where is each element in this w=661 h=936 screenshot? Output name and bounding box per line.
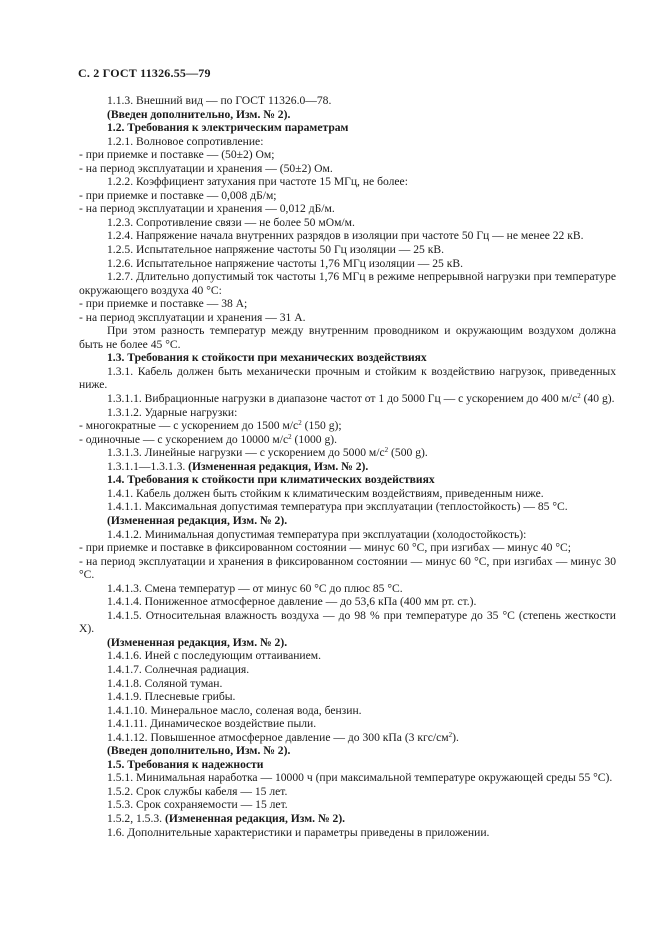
paragraph-text: 1.6. Дополнительные характеристики и параметры приведены в приложении. xyxy=(107,825,490,839)
list-item xyxy=(79,189,616,203)
list-item xyxy=(79,541,616,555)
paragraph xyxy=(79,582,616,596)
paragraph xyxy=(79,771,616,785)
paragraph-text: 1.4.1.3. Смена температур — от минус 60 °С до плюс 85 °С. xyxy=(107,581,403,595)
paragraph-text: 1.4.1.11. Динамическое воздействие пыли. xyxy=(107,717,317,731)
paragraph-text: 1.2. Требования к электрическим параметрам xyxy=(107,121,349,135)
paragraph xyxy=(79,270,616,297)
paragraph xyxy=(79,392,616,406)
list-item xyxy=(79,555,616,582)
paragraph-text: - при приемке и поставке — (50±2) Ом; xyxy=(79,148,275,162)
paragraph-text: - одиночные — с ускорением до 10000 $м/с^2$ (1000 g). xyxy=(79,432,338,446)
paragraph xyxy=(79,690,616,704)
paragraph-text: 1.3.1. Кабель должен быть механически прочным и стойким к воздействию нагрузок, приведенных ниже. xyxy=(79,364,616,392)
paragraph xyxy=(79,663,616,677)
paragraph xyxy=(79,649,616,663)
section-heading xyxy=(79,108,616,122)
paragraph-text: 1.5.2. Срок службы кабеля — 15 лет. xyxy=(107,784,288,798)
paragraph xyxy=(79,487,616,501)
paragraph-text: - на период эксплуатации и хранения — 31 А. xyxy=(79,310,306,324)
paragraph-text: 1.5.2, 1.5.3. xyxy=(107,811,163,825)
paragraph-text: При этом разность температур между внутренним проводником и окружающим воздухом должна быть не более 45 °С. xyxy=(79,324,616,351)
paragraph-text: 1.4.1.2. Минимальная допустимая температура при эксплуатации (холодостойкость): xyxy=(107,527,527,541)
paragraph-text: (Введен дополнительно, Изм. № 2). xyxy=(107,744,291,758)
section-heading xyxy=(79,473,616,487)
paragraph-text: 1.2.6. Испытательное напряжение частоты 1,76 МГц изоляции — 25 кВ. xyxy=(107,256,463,270)
section-heading xyxy=(79,744,616,758)
paragraph xyxy=(79,704,616,718)
paragraph xyxy=(79,94,616,108)
document-body xyxy=(79,94,616,839)
paragraph-text: 1.2.7. Длительно допустимый ток частоты 1,76 МГц в режиме непрерывной нагрузки при температуре окружающего воздуха 40 °С: xyxy=(79,270,616,297)
paragraph xyxy=(79,324,616,351)
paragraph-text: 1.3.1.2. Ударные нагрузки: xyxy=(107,405,238,419)
paragraph-text: 1.4.1.7. Солнечная радиация. xyxy=(107,662,250,676)
paragraph xyxy=(79,406,616,420)
list-item xyxy=(79,162,616,176)
paragraph xyxy=(79,717,616,731)
paragraph-text: 1.4.1. Кабель должен быть стойким к климатическим воздействиям, приведенным ниже. xyxy=(107,486,544,500)
paragraph-text: - многократные — с ускорением до 1500 $м/с^2$ (150 g); xyxy=(79,419,342,433)
paragraph-text: (Измененная редакция, Изм. № 2). xyxy=(107,635,288,649)
paragraph-text: 1.4.1.6. Иней с последующим оттаиванием. xyxy=(107,649,322,663)
paragraph xyxy=(79,365,616,392)
paragraph-text: 1.4.1.9. Плесневые грибы. xyxy=(107,690,236,704)
list-item xyxy=(79,433,616,447)
list-item xyxy=(79,419,616,433)
section-heading xyxy=(79,758,616,772)
paragraph xyxy=(79,460,616,474)
paragraph xyxy=(79,826,616,840)
paragraph xyxy=(79,731,616,745)
paragraph-text: - на период эксплуатации и хранения в фиксированном состоянии — минус 60 °С, при изгибах — минус 30 °С. xyxy=(79,554,616,582)
paragraph-text: 1.2.4. Напряжение начала внутренних разрядов в изоляции при частоте 50 Гц — не менее 22 кВ. xyxy=(107,229,584,243)
paragraph-text: 1.1.3. Внешний вид — по ГОСТ 11326.0—78. xyxy=(107,94,332,107)
paragraph-text: 1.4.1.8. Соляной туман. xyxy=(107,676,223,690)
paragraph-text: (Введен дополнительно, Изм. № 2). xyxy=(107,107,291,121)
paragraph-text: 1.4.1.10. Минеральное масло, соленая вода, бензин. xyxy=(107,703,362,717)
paragraph xyxy=(79,595,616,609)
list-item xyxy=(79,311,616,325)
paragraph-text: 1.4.1.5. Относительная влажность воздуха — до 98 % при температуре до 35 °С (степень жесткости X). xyxy=(79,608,616,636)
list-item xyxy=(79,297,616,311)
paragraph xyxy=(79,812,616,826)
paragraph xyxy=(79,798,616,812)
paragraph xyxy=(79,229,616,243)
paragraph-text: - при приемке и поставке — 38 А; xyxy=(79,297,248,311)
amendment-note: (Измененная редакция, Изм. № 2). xyxy=(164,811,346,825)
list-item xyxy=(79,202,616,216)
paragraph-text: 1.3.1.3. Линейные нагрузки — с ускорением до 5000 $м/с^2$ (500 g). xyxy=(107,446,428,460)
paragraph xyxy=(79,677,616,691)
paragraph-text: 1.3.1.1. Вибрационные нагрузки в диапазоне частот от 1 до 5000 Гц — с ускорением до 400 $м/с^2$ (40 g). xyxy=(107,392,615,406)
paragraph-text: 1.2.5. Испытательное напряжение частоты 50 Гц изоляции — 25 кВ. xyxy=(107,243,444,257)
paragraph-text: 1.5. Требования к надежности xyxy=(107,757,264,771)
paragraph xyxy=(79,243,616,257)
list-item xyxy=(79,148,616,162)
paragraph-text: 1.2.1. Волновое сопротивление: xyxy=(107,134,264,148)
paragraph-text: 1.5.1. Минимальная наработка — 10000 ч (при максимальной температуре окружающей среды 55 °С). xyxy=(107,771,613,785)
paragraph-text: 1.3.1.1—1.3.1.3. xyxy=(107,459,186,473)
paragraph-text: (Измененная редакция, Изм. № 2). xyxy=(107,513,288,527)
section-heading xyxy=(79,636,616,650)
paragraph-text: 1.3. Требования к стойкости при механических воздействиях xyxy=(107,351,427,365)
paragraph xyxy=(79,528,616,542)
section-heading xyxy=(79,514,616,528)
paragraph-text: 1.4.1.1. Максимальная допустимая температура при эксплуатации (теплостойкость) — 85 °С. xyxy=(107,500,568,514)
section-heading xyxy=(79,351,616,365)
paragraph-text: 1.5.3. Срок сохраняемости — 15 лет. xyxy=(107,798,288,812)
paragraph-text: 1.4.1.4. Пониженное атмосферное давление — до 53,6 кПа (400 мм рт. ст.). xyxy=(107,595,477,609)
paragraph xyxy=(79,216,616,230)
paragraph-text: 1.4. Требования к стойкости при климатических воздействиях xyxy=(107,473,435,487)
paragraph-text: 1.2.2. Коэффициент затухания при частоте 15 МГц, не более: xyxy=(107,175,408,189)
paragraph-text: - на период эксплуатации и хранения — (50±2) Ом. xyxy=(79,161,333,175)
paragraph xyxy=(79,175,616,189)
paragraph xyxy=(79,135,616,149)
paragraph xyxy=(79,257,616,271)
paragraph xyxy=(79,785,616,799)
paragraph xyxy=(79,609,616,636)
paragraph-text: - при приемке и поставке в фиксированном состоянии — минус 60 °С, при изгибах — минус 40 °С; xyxy=(79,541,571,555)
paragraph xyxy=(79,500,616,514)
paragraph-text: 1.2.3. Сопротивление связи — не более 50 мОм/м. xyxy=(107,215,355,229)
paragraph-text: - при приемке и поставке — 0,008 дБ/м; xyxy=(79,188,277,202)
amendment-note: (Измененная редакция, Изм. № 2). xyxy=(188,459,369,473)
paragraph xyxy=(79,446,616,460)
page-header: С. 2 ГОСТ 11326.55—79 xyxy=(78,66,211,80)
paragraph-text: 1.4.1.12. Повышенное атмосферное давление — до 300 кПа (3 кгс/$см^2$). xyxy=(107,730,459,744)
paragraph-text: - на период эксплуатации и хранения — 0,012 дБ/м. xyxy=(79,202,335,216)
section-heading xyxy=(79,121,616,135)
